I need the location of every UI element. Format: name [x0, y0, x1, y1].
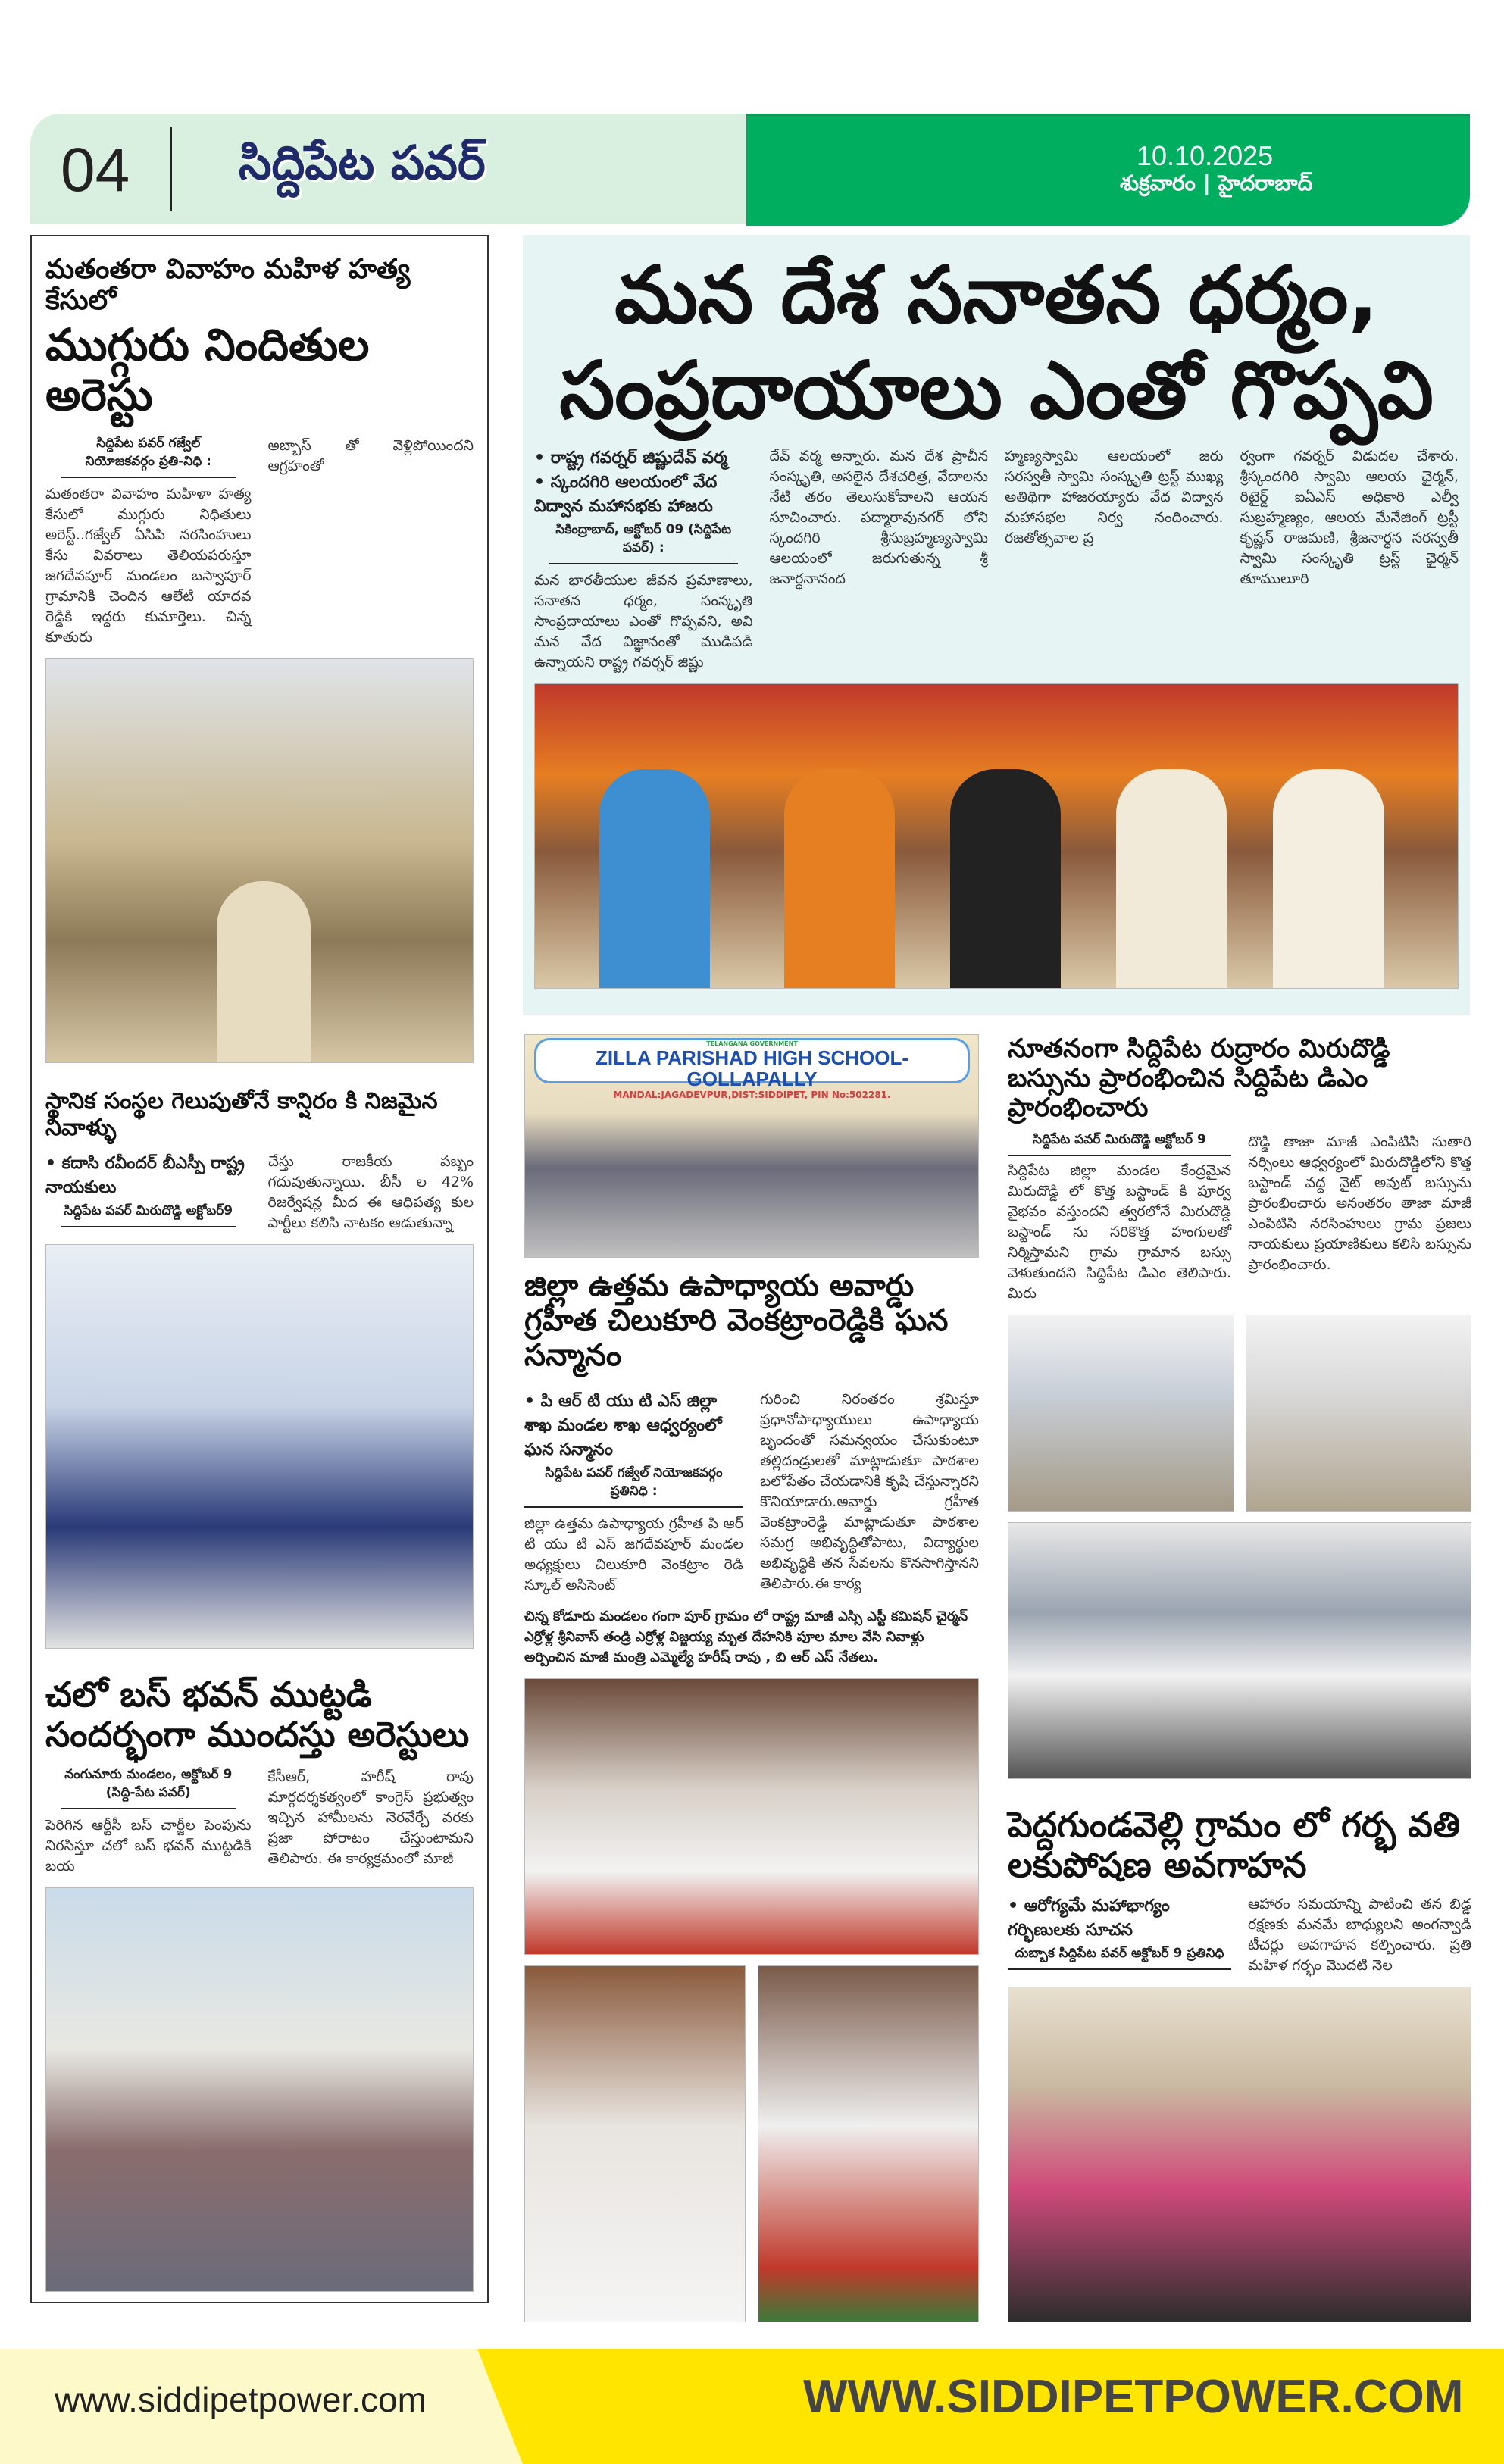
- article-body: ర్వంగా గవర్నర్ విడుదల చేశారు. శ్రీస్కందగిరి స్వామి ఆలయ ఛైర్మన్, రిటైర్డ్ ఐఏఎస్ అధికారి ఎల్వీ సుబ్రహ్మణ్యం, ఆలయ మేనేజింగ్ ట్రస్టీ కృష్ణన్ రాజమణి, శ్రీజనార్ధన సరస్వతీ స్వామి సంస్కృతి ట్రస్ట్ ఛైర్మన్ తూములూరి: [1240, 448, 1459, 588]
- photo-bsp-leaders: [45, 1244, 474, 1649]
- footer-website-link[interactable]: www.siddipetpower.com: [55, 2380, 427, 2419]
- photo-row: [524, 1965, 979, 2322]
- bullet-point: • ఆరోగ్యమే మహాభాగ్యం గర్భిణులకు సూచన: [1008, 1896, 1170, 1940]
- person-figure: [950, 769, 1061, 988]
- photo-anganwadi-meeting: [1008, 1987, 1471, 2322]
- photo-tribute-right: [758, 1965, 979, 2322]
- main-story-panel: [523, 235, 1470, 1015]
- sign-school-name: ZILLA PARISHAD HIGH SCHOOL-GOLLAPALLY: [595, 1046, 909, 1090]
- bullet-text: పి ఆర్ టి యు టి ఎస్ జిల్లా శాఖ మండల శాఖ ఆధ్వర్యంలో ఘన సన్మానం: [524, 1392, 722, 1459]
- bullet-point: • రాష్ట్ర గవర్నర్ జిష్ణుదేవ్ వర్మ: [534, 449, 728, 468]
- article-body: దేవ్ వర్మ అన్నారు. మన దేశ ప్రాచీన సంస్కృతి, అసలైన దేశచరిత్ర, వేదాలను నేటి తరం తెలుసుకోవాలని ఆయన సూచించారు. పద్మారావునగర్ లోని స్కందగిరి శ్రీసుబ్రహ్మణ్యస్వామి ఆలయంలో జరుగుతున్న శ్రీ జనార్ధనానంద: [769, 448, 988, 588]
- left-column: [45, 254, 474, 2292]
- person-figure: [1116, 769, 1227, 988]
- article-nutrition-awareness: [1008, 1805, 1471, 1976]
- article-body: జిల్లా ఉత్తమ ఉపాధ్యాయ గ్రహీత పి ఆర్ టి యు టి ఎస్ జగదేవపూర్ మండల అధ్యక్షులు చిలుకూరి వెంకట్రాం రెడి స్కూల్ అసిసెంట్: [524, 1515, 743, 1593]
- article-headline: పెద్దగుండవెల్లి గ్రామం లో గర్భ వతి లకుపోషణ అవగాహన: [1008, 1804, 1460, 1885]
- photo-governor-book-release: [534, 683, 1459, 989]
- officer-figure: [217, 881, 311, 1062]
- photo-row: [1008, 1315, 1471, 1511]
- main-headline: [534, 250, 1459, 436]
- dateline: సిద్దిపేట పవర్ మిరుదొడ్డి అక్టోబర్9: [61, 1203, 236, 1227]
- photo-zphs-gollapally: [524, 1034, 979, 1258]
- article-bus-bhavan-arrests: [45, 1674, 474, 1877]
- main-headline-line2: సంప్రదాయాలు ఎంతో గొప్పవి: [559, 343, 1434, 436]
- article-headline: స్థానిక సంస్థల గెలుపుతోనే కాన్షిరం కి నిజమైన నివాళ్ళు: [45, 1088, 438, 1141]
- person-figure: [1273, 769, 1384, 988]
- article-headline: ముగ్గురు నిందితుల అరెస్టు: [45, 318, 370, 421]
- article-kanshi-ram: [45, 1089, 474, 1234]
- sign-top-text: TELANGANA GOVERNMENT: [706, 1040, 798, 1047]
- dateline: సిద్దిపేట పవర్ గజ్వేల్ నియోజకవర్గం ప్రతినిధి :: [524, 1465, 743, 1508]
- photo-police-press-meet: [45, 658, 474, 1063]
- main-headline-line1: మన దేశ సనాతన ధర్మం,: [614, 249, 1378, 341]
- divider: [170, 127, 172, 211]
- bullet-text: రాష్ట్ర గవర్నర్ జిష్ణుదేవ్ వర్మ: [550, 449, 728, 468]
- masthead-title: సిద్దిపేట పవర్: [239, 135, 486, 190]
- footer-website-banner[interactable]: WWW.SIDDIPETPOWER.COM: [803, 2371, 1464, 2423]
- dateline: దుబ్బాక సిద్దిపేట పవర్ అక్టోబర్ 9 ప్రతినిధి: [1008, 1946, 1231, 1970]
- article-body: ఆహారం సమయాన్ని పాటించి తన బిడ్డ రక్షణకు మనమే బాధ్యులని అంగన్వాడి టీచర్లు అవగాహన కల్పించారు. ప్రతి మహిళ గర్భం మొదటి నెల: [1248, 1895, 1471, 1974]
- school-signboard: [534, 1038, 970, 1100]
- dateline: సిద్దిపేట పవర్ గజ్వేల్ నియోజకవర్గం ప్రతి-నిధి :: [61, 436, 236, 478]
- main-story-body: [534, 446, 1459, 673]
- photo-harish-rao-tribute: [524, 1678, 979, 1955]
- article-kicker: మతంతరా వివాహం మహిళ హత్య కేసులో: [45, 254, 411, 317]
- photo-bus-launch-group: [1008, 1522, 1471, 1779]
- photo-bus-launch-left: [1008, 1315, 1234, 1511]
- issue-day-city: శుక్రవారం | హైదరాబాద్: [1120, 170, 1313, 195]
- bullet-point: • స్కందగిరి ఆలయంలో వేద విద్వాన మహాసభకు హాజరు: [534, 473, 718, 517]
- dateline: నంగునూరు మండలం, అక్టోబర్ 9 (సిద్ది-పేట పవర్): [61, 1767, 236, 1809]
- page-number: 04: [61, 136, 130, 205]
- dateline: సికింద్రాబాద్, అక్టోబర్ 09 (సిద్దిపేట పవర్) :: [549, 522, 738, 564]
- article-body: అబ్బాస్ తో వెళ్లిపోయిందని ఆగ్రహంతో: [267, 437, 474, 475]
- bullet-text: కదాసి రవీందర్ బీఎస్పీ రాష్ట్ర నాయకులు: [45, 1154, 245, 1198]
- article-murder-case: [45, 254, 474, 648]
- article-body: హ్మణ్యస్వామి ఆలయంలో జరు సరస్వతీ స్వామి సంస్కృతి ట్రస్ట్ ముఖ్య అతిథిగా హాజరయ్యారు వేద విద్వాన మహాసభల నిర్వ నందించారు. రజతోత్సవాల ప్ర: [1005, 448, 1224, 547]
- article-body: పెరిగిన ఆర్టీసీ బస్ చార్జీల పెంపును నిరసిస్తూ చలో బస్ భవన్ ముట్టడికి బయ: [45, 1816, 252, 1875]
- issue-date: 10.10.2025: [1137, 140, 1274, 171]
- article-headline: చలో బస్ భవన్ ముట్టడి సందర్భంగా ముందస్తు అరెస్టులు: [45, 1674, 470, 1756]
- photo-police-station-group: [45, 1887, 474, 2292]
- photo-caption: చిన్న కోడూరు మండలం గంగా పూర్ గ్రామం లో రాష్ట్ర మాజీ ఎస్సి ఎస్టీ కమిషన్ చైర్మన్ ఎర్రోళ్ల శ్రీనివాస్ తండ్రి ఎర్రోళ్ల విజ్జయ్య మృత దేహనికి పూల మాల వేసి నివాళ్లు అర్పించిన మాజీ మంత్రి ఎమ్మెల్యే హరీష్ రావు , బి ఆర్ ఎస్ నేతలు.: [524, 1609, 968, 1665]
- bullet-point: • కదాసి రవీందర్ బీఎస్పీ రాష్ట్ర నాయకులు: [45, 1154, 245, 1198]
- middle-column: [524, 1034, 979, 2322]
- dateline: సిద్దిపేట పవర్ మిరుదొడ్డి అక్టోబర్ 9: [1008, 1132, 1231, 1156]
- right-column: [1008, 1034, 1471, 2322]
- article-body: మన భారతీయుల జీవన ప్రమాణాలు, సనాతన ధర్మం, సంస్కృతి సాంప్రదాయాలు ఎంతో గొప్పవని, అవి మన వేద విజ్ఞానంతో ముడిపడి ఉన్నాయని రాష్ట్ర గవర్నర్ జిష్ణు: [534, 572, 753, 671]
- photo-tribute-left: [524, 1965, 746, 2322]
- article-headline: జిల్లా ఉత్తమ ఉపాధ్యాయ అవార్డు గ్రహీత చిలుకూరి వెంకట్రాంరెడ్డికి ఘన సన్మానం: [524, 1268, 949, 1373]
- article-headline: నూతనంగా సిద్దిపేట రుద్రారం మిరుదొడ్డి బస్సును ప్రారంభించిన సిద్దిపేట డిఎం ప్రారంభించారు: [1008, 1033, 1390, 1124]
- person-figure: [784, 769, 895, 988]
- person-figure: [599, 769, 710, 988]
- article-body: మతంతరా వివాహం మహిళా హత్య కేసులో ముగ్గురు నిధితులు అరెస్ట్..గజ్వేల్ ఏసిపి నరసింహులు కేసు వివరాలు తెలియపరుస్తూ జగదేవపూర్ మండలం బస్వాపూర్ గ్రామానికి చెందిన ఆలేటి యాదవ రెడ్డికి ఇద్దరు కుమార్తెలు. చిన్న కూతురు: [45, 486, 252, 646]
- article-body: చేస్తు రాజకీయ పబ్బం గదువుతున్నాయి. బీసీ ల 42% రిజర్వేషన్ల మీద ఈ ఆధిపత్య కుల పార్టీలు కలిసి నాటకం ఆడుతున్నా: [267, 1153, 474, 1232]
- article-body: సిద్దిపేట జిల్లా మండల కేంద్రమైన మిరుదొడ్డి లో కొత్త బస్టాండ్ కి పూర్వ వైభవం వస్తుందని త్వరలోనే మిరుదొడ్డి బస్టాండ్ ను సరికొత్త హంగులతో నిర్మిస్తామని గ్రామ గ్రామాన బస్సు వెళుతుందని సిద్దిపేట డిఎం తెలిపారు. మిరు: [1008, 1162, 1231, 1302]
- bullet-text: ఆరోగ్యమే మహాభాగ్యం గర్భిణులకు సూచన: [1008, 1896, 1170, 1940]
- article-body: గురించి నిరంతరం శ్రమిస్తూ ప్రధానోపాధ్యాయులు ఉపాధ్యాయ బృందంతో సమన్వయం చేసుకుంటూ తల్లిదండ్రులతో మాట్లాడుతూ పాఠశాల బలోపేతం చేయడానికి కృషి చేస్తున్నారని కొనియాడారు.అవార్డు గ్రహీత వెంకట్రాంరెడ్డి మాట్లాడుతూ పాఠశాల సమగ్ర అభివృద్ధితోపాటు, విద్యార్థుల అభివృద్ధికి తన సేవలను కొనసాగిస్తానని తెలిపారు.ఈ కార్య: [760, 1391, 979, 1592]
- article-body: కేసీఆర్, హరీష్ రావు మార్గదర్శకత్వంలో కాంగ్రెస్ ప్రభుత్వం ఇచ్చిన హామీలను నెరవేర్చే వరకు ప్రజా పోరాటం చేస్తుంటామని తెలిపారు. ఈ కార్యక్రమంలో మాజీ: [267, 1768, 474, 1867]
- photo-bus-launch-right: [1246, 1315, 1472, 1511]
- bullet-text: స్కందగిరి ఆలయంలో వేద విద్వాన మహాసభకు హాజరు: [534, 473, 718, 517]
- article-teacher-award: [524, 1268, 979, 1596]
- bullet-point: • పి ఆర్ టి యు టి ఎస్ జిల్లా శాఖ మండల శాఖ ఆధ్వర్యంలో ఘన సన్మానం: [524, 1392, 722, 1459]
- sign-address: MANDAL:JAGADEVPUR,DIST:SIDDIPET, PIN No:502281.: [613, 1090, 891, 1100]
- article-body: దొడ్డి తాజా మాజీ ఎంపిటిసి సుతారి నర్సింలు ఆధ్వర్యంలో మిరుదొడ్డిలోని కొత్త బస్టాండ్ వద్ద నైట్ అవుట్ బస్సును ప్రారంభించారు అనంతరం తాజా మాజీ ఎంపిటిసి నరసింహులు గ్రామ ప్రజలు నాయకులు ప్రయాణికులు కలిసి బస్సును ప్రారంభించారు.: [1248, 1134, 1471, 1274]
- article-new-bus: [1008, 1034, 1471, 1304]
- header-date-band: [746, 114, 1470, 226]
